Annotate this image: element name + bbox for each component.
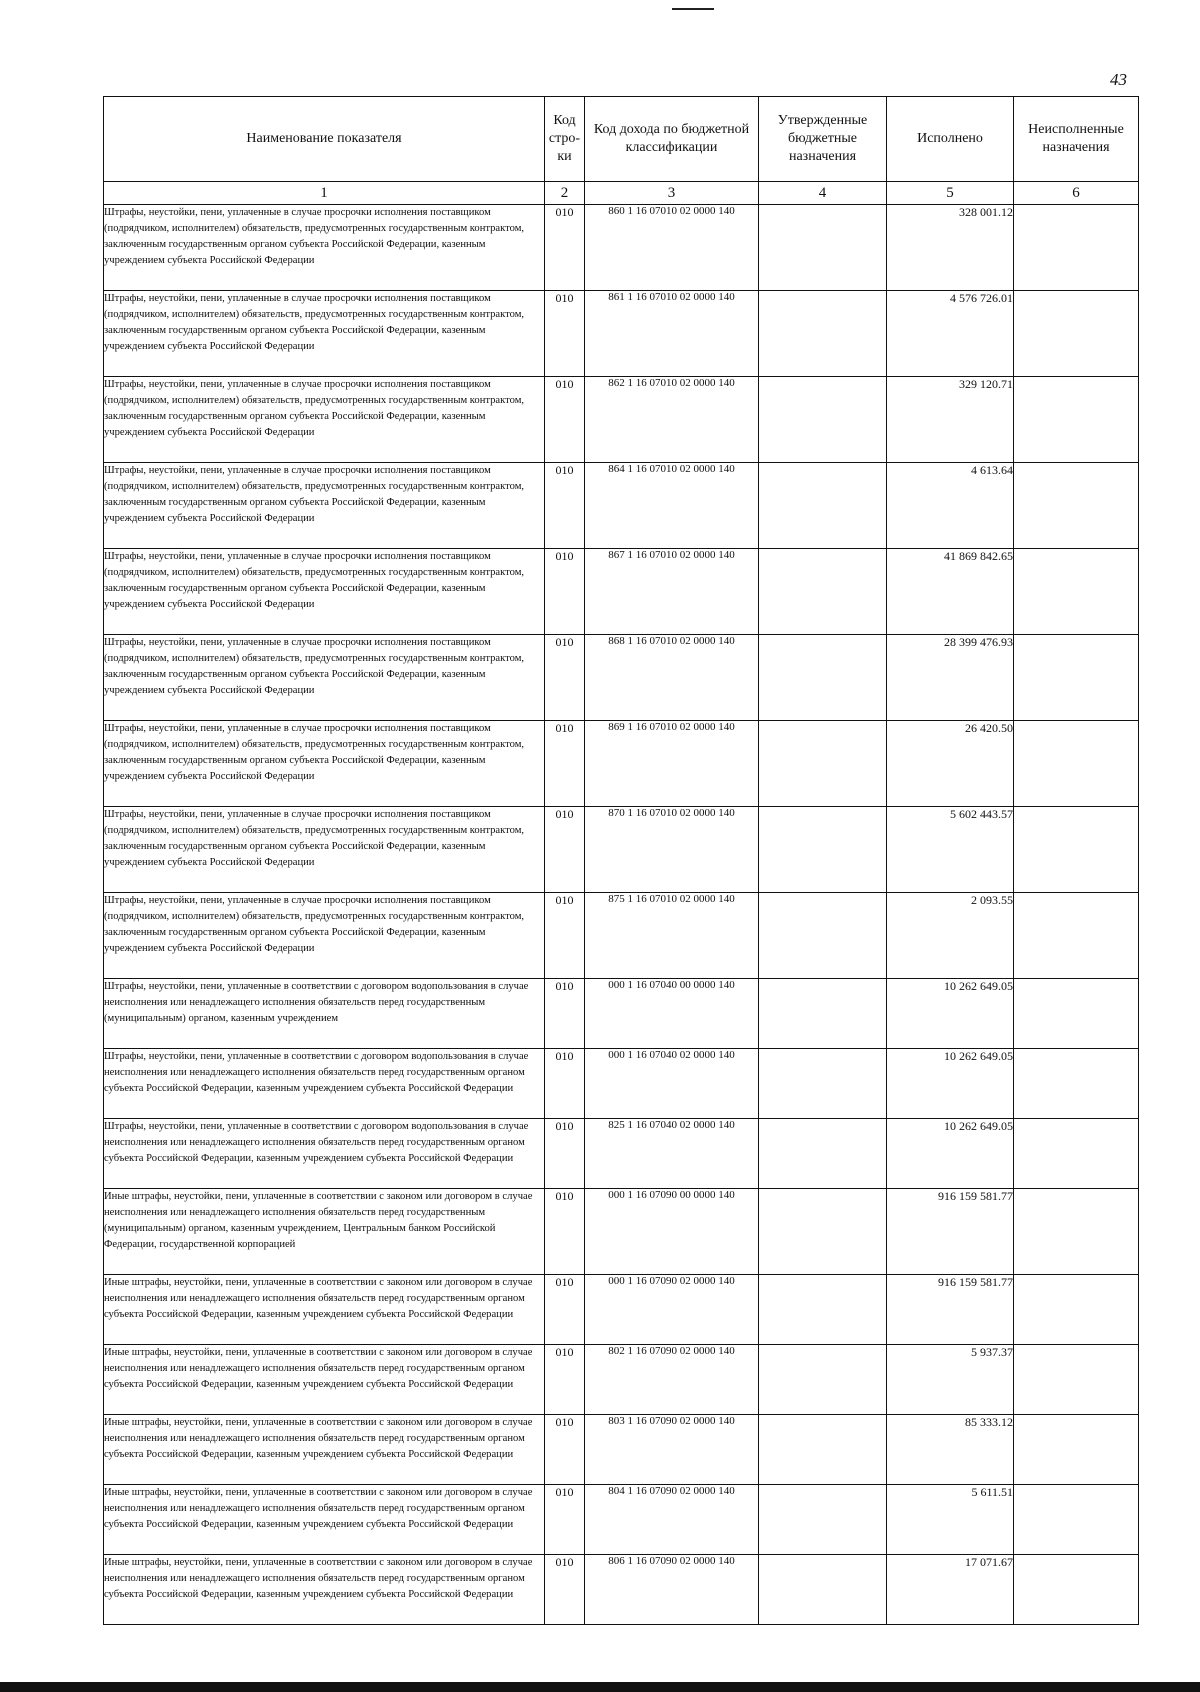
line-code-cell: 010 <box>545 1555 585 1625</box>
indicator-name-cell: Штрафы, неустойки, пени, уплаченные в случае просрочки исполнения поставщиком (подрядчиком, исполнителем) обязательств, предусмотренных государственным контрактом, заключенным государственным органом субъекта Российской Федерации, казенным учреждением субъекта Российской Федерации <box>104 721 545 807</box>
revenue-code-cell: 806 1 16 07090 02 0000 140 <box>585 1555 759 1625</box>
line-code-cell: 010 <box>545 1049 585 1119</box>
line-code-cell: 010 <box>545 979 585 1049</box>
column-number: 5 <box>887 182 1014 205</box>
table-row <box>104 1189 1139 1275</box>
unexecuted-cell <box>1014 635 1139 721</box>
scan-mark <box>672 8 714 16</box>
executed-cell: 41 869 842.65 <box>887 549 1014 635</box>
indicator-name-cell: Иные штрафы, неустойки, пени, уплаченные в соответствии с законом или договором в случае неисполнения или ненадлежащего исполнения обязательств перед государственным органом субъекта Российской Федерации, казенным учреждением субъекта Российской Федерации <box>104 1415 545 1485</box>
executed-cell: 328 001.12 <box>887 205 1014 291</box>
unexecuted-cell <box>1014 1345 1139 1415</box>
revenue-code-cell: 000 1 16 07090 00 0000 140 <box>585 1189 759 1275</box>
line-code-cell: 010 <box>545 1415 585 1485</box>
unexecuted-cell <box>1014 1049 1139 1119</box>
executed-cell: 916 159 581.77 <box>887 1189 1014 1275</box>
approved-cell <box>759 463 887 549</box>
approved-cell <box>759 807 887 893</box>
line-code-cell: 010 <box>545 463 585 549</box>
executed-cell: 85 333.12 <box>887 1415 1014 1485</box>
table-row <box>104 1415 1139 1485</box>
unexecuted-cell <box>1014 1415 1139 1485</box>
indicator-name-cell: Иные штрафы, неустойки, пени, уплаченные в соответствии с законом или договором в случае неисполнения или ненадлежащего исполнения обязательств перед государственным органом субъекта Российской Федерации, казенным учреждением субъекта Российской Федерации <box>104 1275 545 1345</box>
unexecuted-cell <box>1014 1485 1139 1555</box>
line-code-cell: 010 <box>545 1345 585 1415</box>
indicator-name-cell: Штрафы, неустойки, пени, уплаченные в случае просрочки исполнения поставщиком (подрядчиком, исполнителем) обязательств, предусмотренных государственным контрактом, заключенным государственным органом субъекта Российской Федерации, казенным учреждением субъекта Российской Федерации <box>104 463 545 549</box>
executed-cell: 4 613.64 <box>887 463 1014 549</box>
executed-cell: 916 159 581.77 <box>887 1275 1014 1345</box>
line-code-cell: 010 <box>545 1275 585 1345</box>
approved-cell <box>759 1555 887 1625</box>
revenue-code-cell: 802 1 16 07090 02 0000 140 <box>585 1345 759 1415</box>
revenue-code-cell: 870 1 16 07010 02 0000 140 <box>585 807 759 893</box>
revenue-code-cell: 000 1 16 07040 00 0000 140 <box>585 979 759 1049</box>
column-number: 2 <box>545 182 585 205</box>
unexecuted-cell <box>1014 1555 1139 1625</box>
indicator-name-cell: Иные штрафы, неустойки, пени, уплаченные в соответствии с законом или договором в случае неисполнения или ненадлежащего исполнения обязательств перед государственным (муниципальным) органом, казенным учреждением, Центральным банком Российской Федерации, государственной корпорацией <box>104 1189 545 1275</box>
line-code-cell: 010 <box>545 549 585 635</box>
unexecuted-cell <box>1014 549 1139 635</box>
unexecuted-cell <box>1014 1275 1139 1345</box>
revenue-code-cell: 000 1 16 07040 02 0000 140 <box>585 1049 759 1119</box>
unexecuted-cell <box>1014 807 1139 893</box>
column-number: 4 <box>759 182 887 205</box>
line-code-cell: 010 <box>545 1119 585 1189</box>
column-number: 6 <box>1014 182 1139 205</box>
header-line-code: Код стро-ки <box>545 97 585 182</box>
executed-cell: 10 262 649.05 <box>887 1119 1014 1189</box>
table-row <box>104 463 1139 549</box>
approved-cell <box>759 1415 887 1485</box>
executed-cell: 26 420.50 <box>887 721 1014 807</box>
column-number-row <box>104 182 1139 205</box>
executed-cell: 10 262 649.05 <box>887 979 1014 1049</box>
indicator-name-cell: Штрафы, неустойки, пени, уплаченные в случае просрочки исполнения поставщиком (подрядчиком, исполнителем) обязательств, предусмотренных государственным контрактом, заключенным государственным органом субъекта Российской Федерации, казенным учреждением субъекта Российской Федерации <box>104 635 545 721</box>
revenue-code-cell: 804 1 16 07090 02 0000 140 <box>585 1485 759 1555</box>
indicator-name-cell: Штрафы, неустойки, пени, уплаченные в случае просрочки исполнения поставщиком (подрядчиком, исполнителем) обязательств, предусмотренных государственным контрактом, заключенным государственным органом субъекта Российской Федерации, казенным учреждением субъекта Российской Федерации <box>104 807 545 893</box>
line-code-cell: 010 <box>545 1485 585 1555</box>
revenue-code-cell: 875 1 16 07010 02 0000 140 <box>585 893 759 979</box>
revenue-code-cell: 825 1 16 07040 02 0000 140 <box>585 1119 759 1189</box>
indicator-name-cell: Штрафы, неустойки, пени, уплаченные в соответствии с договором водопользования в случае неисполнения или ненадлежащего исполнения обязательств перед государственным (муниципальным) органом, казенным учреждением <box>104 979 545 1049</box>
indicator-name-cell: Штрафы, неустойки, пени, уплаченные в случае просрочки исполнения поставщиком (подрядчиком, исполнителем) обязательств, предусмотренных государственным контрактом, заключенным государственным органом субъекта Российской Федерации, казенным учреждением субъекта Российской Федерации <box>104 893 545 979</box>
indicator-name-cell: Штрафы, неустойки, пени, уплаченные в случае просрочки исполнения поставщиком (подрядчиком, исполнителем) обязательств, предусмотренных государственным контрактом, заключенным государственным органом субъекта Российской Федерации, казенным учреждением субъекта Российской Федерации <box>104 291 545 377</box>
approved-cell <box>759 1275 887 1345</box>
approved-cell <box>759 721 887 807</box>
revenue-code-cell: 869 1 16 07010 02 0000 140 <box>585 721 759 807</box>
table-row <box>104 377 1139 463</box>
header-approved: Утвержденные бюджетные назначения <box>759 97 887 182</box>
table-row <box>104 1049 1139 1119</box>
line-code-cell: 010 <box>545 291 585 377</box>
line-code-cell: 010 <box>545 377 585 463</box>
table-row <box>104 1275 1139 1345</box>
table-row <box>104 807 1139 893</box>
table-row <box>104 205 1139 291</box>
approved-cell <box>759 1119 887 1189</box>
unexecuted-cell <box>1014 979 1139 1049</box>
table-row <box>104 1345 1139 1415</box>
line-code-cell: 010 <box>545 635 585 721</box>
unexecuted-cell <box>1014 1189 1139 1275</box>
table-row <box>104 1485 1139 1555</box>
table-row <box>104 1119 1139 1189</box>
revenue-code-cell: 867 1 16 07010 02 0000 140 <box>585 549 759 635</box>
unexecuted-cell <box>1014 1119 1139 1189</box>
indicator-name-cell: Штрафы, неустойки, пени, уплаченные в случае просрочки исполнения поставщиком (подрядчиком, исполнителем) обязательств, предусмотренных государственным контрактом, заключенным государственным органом субъекта Российской Федерации, казенным учреждением субъекта Российской Федерации <box>104 377 545 463</box>
indicator-name-cell: Штрафы, неустойки, пени, уплаченные в соответствии с договором водопользования в случае неисполнения или ненадлежащего исполнения обязательств перед государственным органом субъекта Российской Федерации, казенным учреждением субъекта Российской Федерации <box>104 1119 545 1189</box>
approved-cell <box>759 893 887 979</box>
executed-cell: 10 262 649.05 <box>887 1049 1014 1119</box>
table-body <box>104 205 1139 1625</box>
table-row <box>104 979 1139 1049</box>
table-row <box>104 549 1139 635</box>
table-row <box>104 721 1139 807</box>
revenue-code-cell: 860 1 16 07010 02 0000 140 <box>585 205 759 291</box>
indicator-name-cell: Штрафы, неустойки, пени, уплаченные в случае просрочки исполнения поставщиком (подрядчиком, исполнителем) обязательств, предусмотренных государственным контрактом, заключенным государственным органом субъекта Российской Федерации, казенным учреждением субъекта Российской Федерации <box>104 205 545 291</box>
executed-cell: 17 071.67 <box>887 1555 1014 1625</box>
table-row <box>104 291 1139 377</box>
indicator-name-cell: Иные штрафы, неустойки, пени, уплаченные в соответствии с законом или договором в случае неисполнения или ненадлежащего исполнения обязательств перед государственным органом субъекта Российской Федерации, казенным учреждением субъекта Российской Федерации <box>104 1345 545 1415</box>
header-row <box>104 97 1139 182</box>
approved-cell <box>759 291 887 377</box>
column-number: 3 <box>585 182 759 205</box>
revenue-code-cell: 000 1 16 07090 02 0000 140 <box>585 1275 759 1345</box>
executed-cell: 2 093.55 <box>887 893 1014 979</box>
unexecuted-cell <box>1014 721 1139 807</box>
header-indicator-name: Наименование показателя <box>104 97 545 182</box>
scan-edge <box>0 1682 1200 1692</box>
executed-cell: 329 120.71 <box>887 377 1014 463</box>
approved-cell <box>759 549 887 635</box>
unexecuted-cell <box>1014 463 1139 549</box>
line-code-cell: 010 <box>545 721 585 807</box>
executed-cell: 5 602 443.57 <box>887 807 1014 893</box>
approved-cell <box>759 635 887 721</box>
approved-cell <box>759 377 887 463</box>
header-unexecuted: Неисполненные назначения <box>1014 97 1139 182</box>
executed-cell: 28 399 476.93 <box>887 635 1014 721</box>
table-row <box>104 1555 1139 1625</box>
revenue-code-cell: 862 1 16 07010 02 0000 140 <box>585 377 759 463</box>
approved-cell <box>759 205 887 291</box>
indicator-name-cell: Штрафы, неустойки, пени, уплаченные в соответствии с договором водопользования в случае неисполнения или ненадлежащего исполнения обязательств перед государственным органом субъекта Российской Федерации, казенным учреждением субъекта Российской Федерации <box>104 1049 545 1119</box>
revenue-code-cell: 803 1 16 07090 02 0000 140 <box>585 1415 759 1485</box>
executed-cell: 4 576 726.01 <box>887 291 1014 377</box>
unexecuted-cell <box>1014 377 1139 463</box>
indicator-name-cell: Иные штрафы, неустойки, пени, уплаченные в соответствии с законом или договором в случае неисполнения или ненадлежащего исполнения обязательств перед государственным органом субъекта Российской Федерации, казенным учреждением субъекта Российской Федерации <box>104 1485 545 1555</box>
line-code-cell: 010 <box>545 893 585 979</box>
revenue-code-cell: 861 1 16 07010 02 0000 140 <box>585 291 759 377</box>
unexecuted-cell <box>1014 893 1139 979</box>
line-code-cell: 010 <box>545 205 585 291</box>
executed-cell: 5 611.51 <box>887 1485 1014 1555</box>
approved-cell <box>759 979 887 1049</box>
column-number: 1 <box>104 182 545 205</box>
revenue-code-cell: 868 1 16 07010 02 0000 140 <box>585 635 759 721</box>
table-row <box>104 635 1139 721</box>
executed-cell: 5 937.37 <box>887 1345 1014 1415</box>
page-number: 43 <box>1110 70 1127 89</box>
indicator-name-cell: Иные штрафы, неустойки, пени, уплаченные в соответствии с законом или договором в случае неисполнения или ненадлежащего исполнения обязательств перед государственным органом субъекта Российской Федерации, казенным учреждением субъекта Российской Федерации <box>104 1555 545 1625</box>
indicator-name-cell: Штрафы, неустойки, пени, уплаченные в случае просрочки исполнения поставщиком (подрядчиком, исполнителем) обязательств, предусмотренных государственным контрактом, заключенным государственным органом субъекта Российской Федерации, казенным учреждением субъекта Российской Федерации <box>104 549 545 635</box>
table-row <box>104 893 1139 979</box>
approved-cell <box>759 1485 887 1555</box>
revenue-table <box>103 96 1139 1625</box>
header-executed: Исполнено <box>887 97 1014 182</box>
approved-cell <box>759 1049 887 1119</box>
approved-cell <box>759 1345 887 1415</box>
unexecuted-cell <box>1014 205 1139 291</box>
unexecuted-cell <box>1014 291 1139 377</box>
header-revenue-code: Код дохода по бюджетной классификации <box>585 97 759 182</box>
line-code-cell: 010 <box>545 807 585 893</box>
line-code-cell: 010 <box>545 1189 585 1275</box>
approved-cell <box>759 1189 887 1275</box>
revenue-code-cell: 864 1 16 07010 02 0000 140 <box>585 463 759 549</box>
